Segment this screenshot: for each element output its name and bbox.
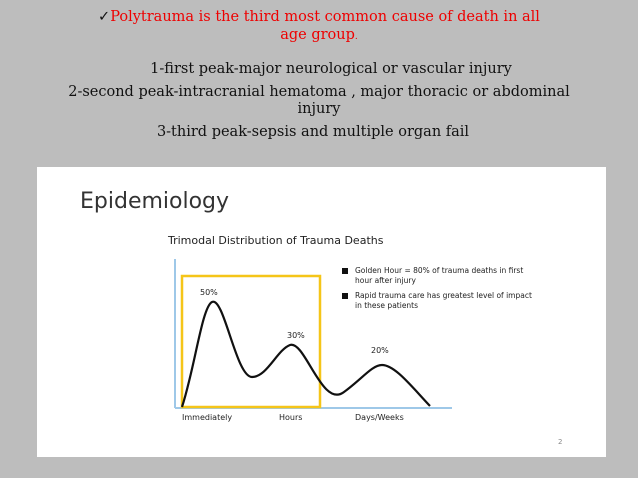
peak-1-text: 1-first peak-major neurological or vascular injury: [150, 61, 512, 77]
peak-3-text: 3-third peak-sepsis and multiple organ fail: [156, 124, 470, 140]
slide-title-line-2: age group.: [280, 27, 358, 43]
page-number: 2: [558, 438, 563, 446]
peak-2-text: 2-second peak-intracranial hematoma , major thoracic or abdominal: [68, 84, 570, 100]
check-mark-icon: ✓: [98, 9, 111, 25]
epidemiology-figure: [37, 167, 606, 457]
peak-2-text-continued: injury: [297, 101, 341, 117]
chart-title: Trimodal Distribution of Trauma Deaths: [168, 234, 384, 247]
trimodal-chart: [37, 167, 606, 457]
legend-bullet: [342, 293, 348, 299]
legend-item-2: Rapid trauma care has greatest level of impact in these patients: [342, 291, 532, 310]
peak-label-1: 50%: [200, 288, 218, 297]
peak-label-2: 30%: [287, 331, 305, 340]
slide-title-line-1: ✓Polytrauma is the third most common cause of death in all: [98, 9, 540, 25]
x-tick-1: Immediately: [182, 413, 233, 422]
x-tick-3: Days/Weeks: [355, 413, 404, 422]
trauma-deaths-curve: [182, 302, 430, 407]
legend-item-1: Golden Hour = 80% of trauma deaths in first hour after injury: [342, 266, 532, 285]
x-tick-2: Hours: [279, 413, 303, 422]
legend-bullet: [342, 268, 348, 274]
figure-heading: Epidemiology: [80, 189, 230, 214]
peak-label-3: 20%: [371, 346, 389, 355]
